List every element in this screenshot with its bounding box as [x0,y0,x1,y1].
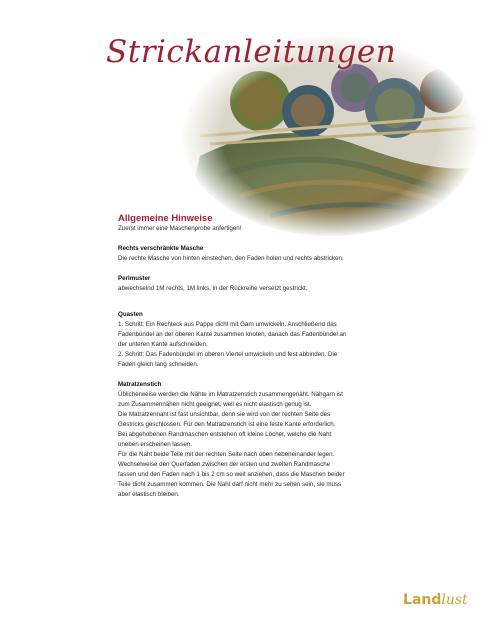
section-line: Die Matratzennaht ist fast unsichtbar, denn sie wird von der rechten Seite des [118,411,331,418]
section-line: uneben erscheinen lassen. [118,441,192,448]
section-line: Wechselweise den Querfaden zwischen der ersten und zweiten Randmasche [118,461,331,468]
section-title: Matratzenstich [118,381,162,388]
instructions-content [118,213,380,500]
section-perlmuster [118,274,380,294]
section-line: 2. Schritt: Das Fadenbündel im oberen Viertel umwickeln und fest abbinden. Die [118,351,338,358]
section-line: Teile dicht zusammen kommen. Die Naht darf nicht mehr zu sehen sein, sie muss [118,481,342,488]
section-rechts-verschraenkt [118,244,380,264]
section-title: Rechts verschränkte Masche [118,245,204,252]
section-title: Quasten [118,311,143,318]
section-line: 1. Schritt: Ein Rechteck aus Pappe dicht mit Garn umwickeln. Anschließend das [118,321,337,328]
section-line: Für die Naht beide Teile mit der rechten Seite nach oben nebeneinander legen. [118,451,335,458]
intro-text: Zuerst immer eine Maschenprobe anfertigen! [118,225,242,232]
logo-part-lust: lust [441,592,468,608]
section-line: Die rechte Masche von hinten einstechen, den Faden holen und rechts abstricken. [118,255,344,262]
section-quasten [118,310,380,370]
section-line: fassen und den Faden nach 1 bis 2 cm so weit anziehen, dass die Maschen beider [118,471,345,478]
section-title: Perlmuster [118,275,151,282]
section-line: Fadenbündel an der oberen Kante zusammen knoten, danach das Fadenbündel an [118,331,347,338]
section-line: Bei abgehobenen Randmaschen entstehen oft kleine Löcher, welche die Naht [118,431,332,438]
section-line: aber elastisch bleiben. [118,491,180,498]
landlust-logo [403,592,468,608]
section-line: Üblicherweise werden die Nähte im Matratzenstich zusammengenäht. Nähgarn ist [118,391,343,398]
logo-part-land: Land [403,592,442,608]
main-heading: Allgemeine Hinweise [118,213,213,224]
section-line: zum Zusammennähen nicht geeignet, weil es nicht elastisch genug ist. [118,401,312,408]
section-line: Fäden gleich lang schneiden. [118,361,199,368]
page-title: Strickanleitungen [106,34,397,70]
section-line: abwechselnd 1M rechts, 1M links, in der Rückreihe versetzt gestrickt. [118,285,308,292]
section-matratzenstich [118,380,380,500]
section-line: der unteren Kante aufschneiden. [118,341,208,348]
section-line: Gestricks geschlossen. Für den Matratzenstich ist eine feste Kante erforderlich. [118,421,336,428]
